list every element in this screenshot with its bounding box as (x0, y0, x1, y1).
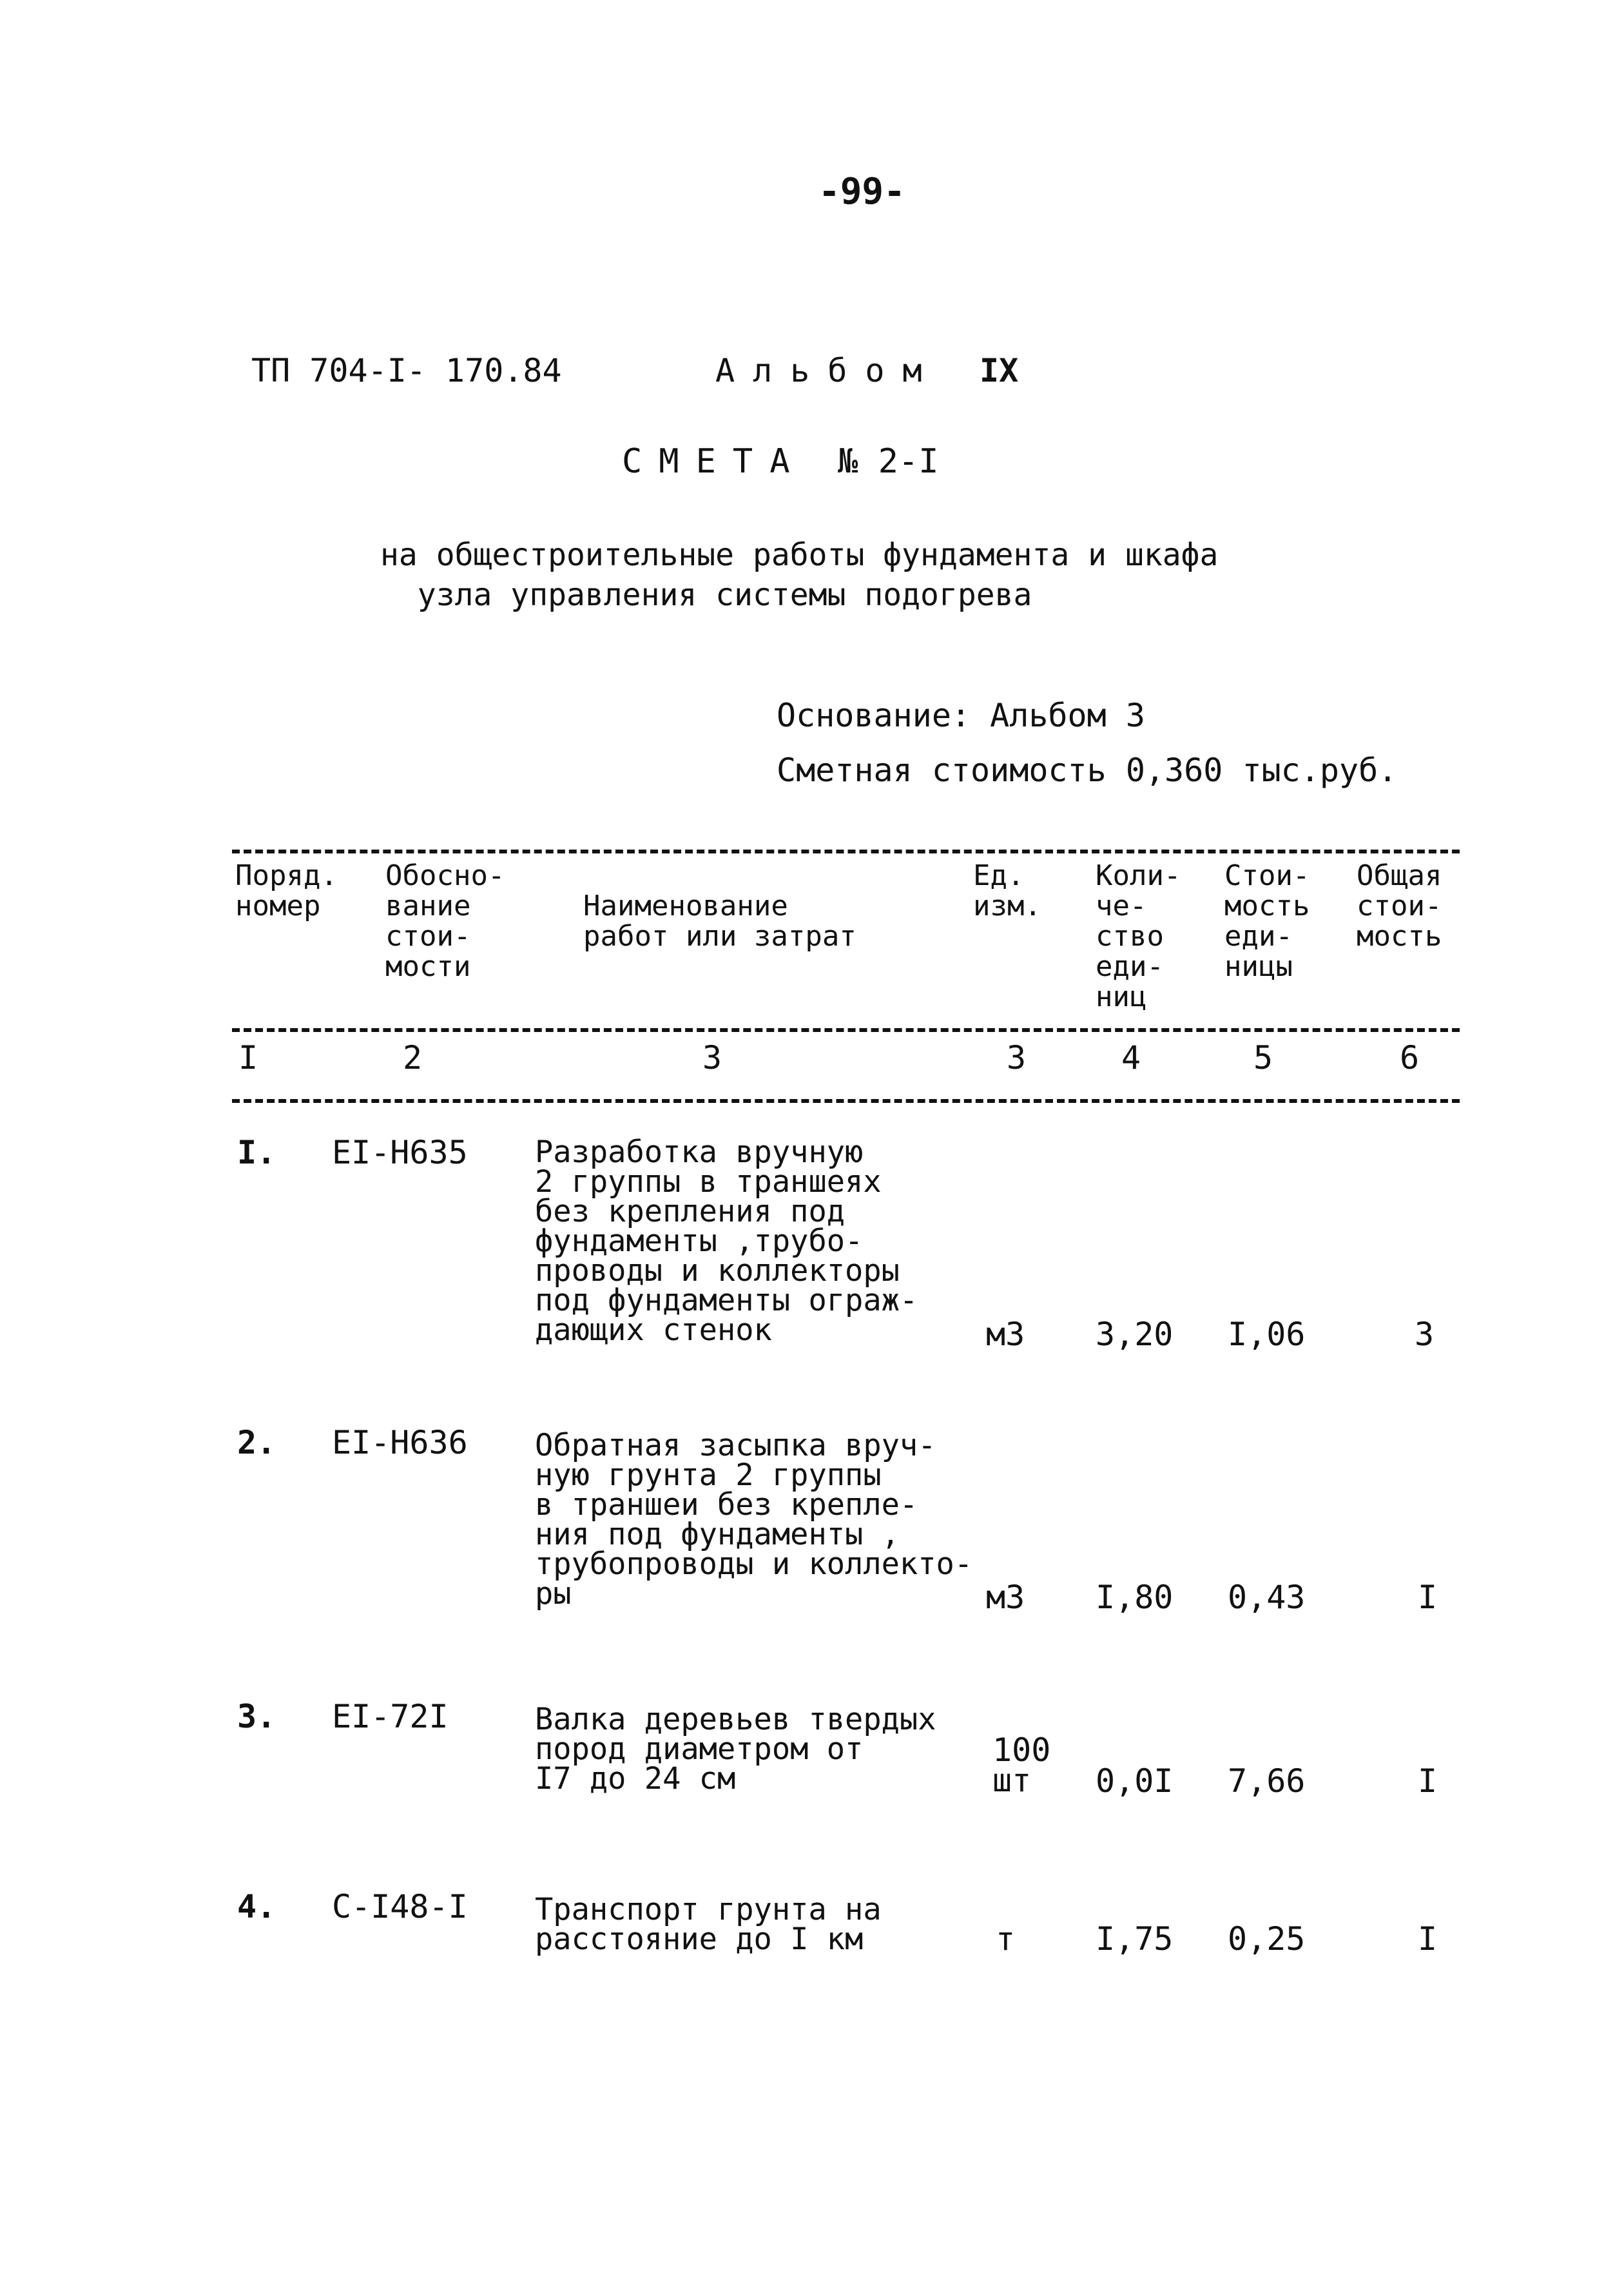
row-number: I. (237, 1134, 276, 1171)
col-header-unit-cost: Стои- мость еди- ницы (1224, 859, 1310, 983)
row-work-name: Валка деревьев твердых пород диаметром от I7 до 24 см (535, 1702, 936, 1796)
col-number-6: 6 (1400, 1039, 1420, 1076)
row-number: 3. (237, 1698, 276, 1735)
col-number-3b: 3 (1007, 1039, 1027, 1076)
row-total-cost: 3 (1415, 1316, 1435, 1353)
col-header-unit: Ед. изм. (973, 859, 1041, 922)
row-cost-basis: EI-72I (332, 1698, 449, 1735)
row-work-name: Разработка вручную 2 группы в траншеях без крепления под фундаменты ,трубо- проводы и коллекторы под фундаменты ограж- дающих стенок (535, 1134, 918, 1348)
row-unit-cost: 0,25 (1228, 1920, 1306, 1958)
header-bottom-rule (232, 1028, 1460, 1032)
col-header-total-cost: Общая стои- мость (1357, 859, 1442, 953)
subtitle-line-2: узла управления системы подогрева (417, 577, 1032, 613)
table-top-rule (232, 850, 1460, 853)
row-cost-basis: С-I48-I (332, 1888, 468, 1925)
row-work-name: Обратная засыпка вруч- ную грунта 2 группы в траншеи без крепле- ния под фундаменты , трубопроводы и коллекто- ры (535, 1428, 973, 1611)
col-number-3: 3 (702, 1039, 722, 1076)
album-label: Альбом (715, 352, 940, 389)
row-number: 4. (237, 1888, 276, 1925)
row-unit: м3 (986, 1579, 1025, 1616)
col-number-5: 5 (1253, 1039, 1273, 1076)
estimate-title: СМЕТА (622, 442, 807, 481)
row-unit-cost: 7,66 (1228, 1762, 1306, 1800)
estimate-number: № 2-I (838, 442, 939, 481)
row-quantity: I,75 (1096, 1920, 1174, 1958)
row-quantity: 3,20 (1096, 1316, 1174, 1353)
row-unit-cost: 0,43 (1228, 1579, 1306, 1616)
col-header-cost-basis: Обосно- вание стои- мости (385, 859, 505, 983)
row-number: 2. (237, 1424, 276, 1461)
row-unit: т (996, 1920, 1016, 1958)
row-quantity: 0,0I (1096, 1762, 1174, 1800)
col-number-2: 2 (403, 1039, 423, 1076)
estimate-subtitle (380, 535, 1218, 615)
col-header-quantity: Коли- че- ство еди- ниц (1096, 859, 1181, 1013)
estimated-cost-line: Сметная стоимость 0,360 тыс.руб. (777, 752, 1398, 789)
column-numbers-rule (232, 1099, 1460, 1103)
col-number-4: 4 (1121, 1039, 1141, 1076)
subtitle-line-1: на общестроительные работы фундамента и шкафа (380, 537, 1219, 573)
row-work-name: Транспорт грунта на расстояние до I км (535, 1892, 882, 1957)
col-header-order-number: Поряд. номер (235, 859, 338, 922)
row-cost-basis: EI-H635 (332, 1134, 468, 1171)
row-cost-basis: EI-H636 (332, 1424, 468, 1461)
row-total-cost: I (1418, 1920, 1438, 1958)
row-total-cost: I (1418, 1579, 1438, 1616)
row-unit: 100 шт (992, 1731, 1051, 1799)
page-number: -99- (818, 171, 905, 213)
basis-line: Основание: Альбом 3 (777, 697, 1145, 734)
col-number-1: I (238, 1039, 258, 1076)
row-unit-cost: I,06 (1228, 1316, 1306, 1353)
row-unit: м3 (986, 1316, 1025, 1353)
document-code: ТП 704-I- 170.84 (251, 352, 562, 389)
row-quantity: I,80 (1096, 1579, 1174, 1616)
row-total-cost: I (1418, 1762, 1438, 1800)
col-header-work-name: Наименование работ или затрат (583, 890, 856, 953)
album-number: IX (980, 352, 1019, 389)
